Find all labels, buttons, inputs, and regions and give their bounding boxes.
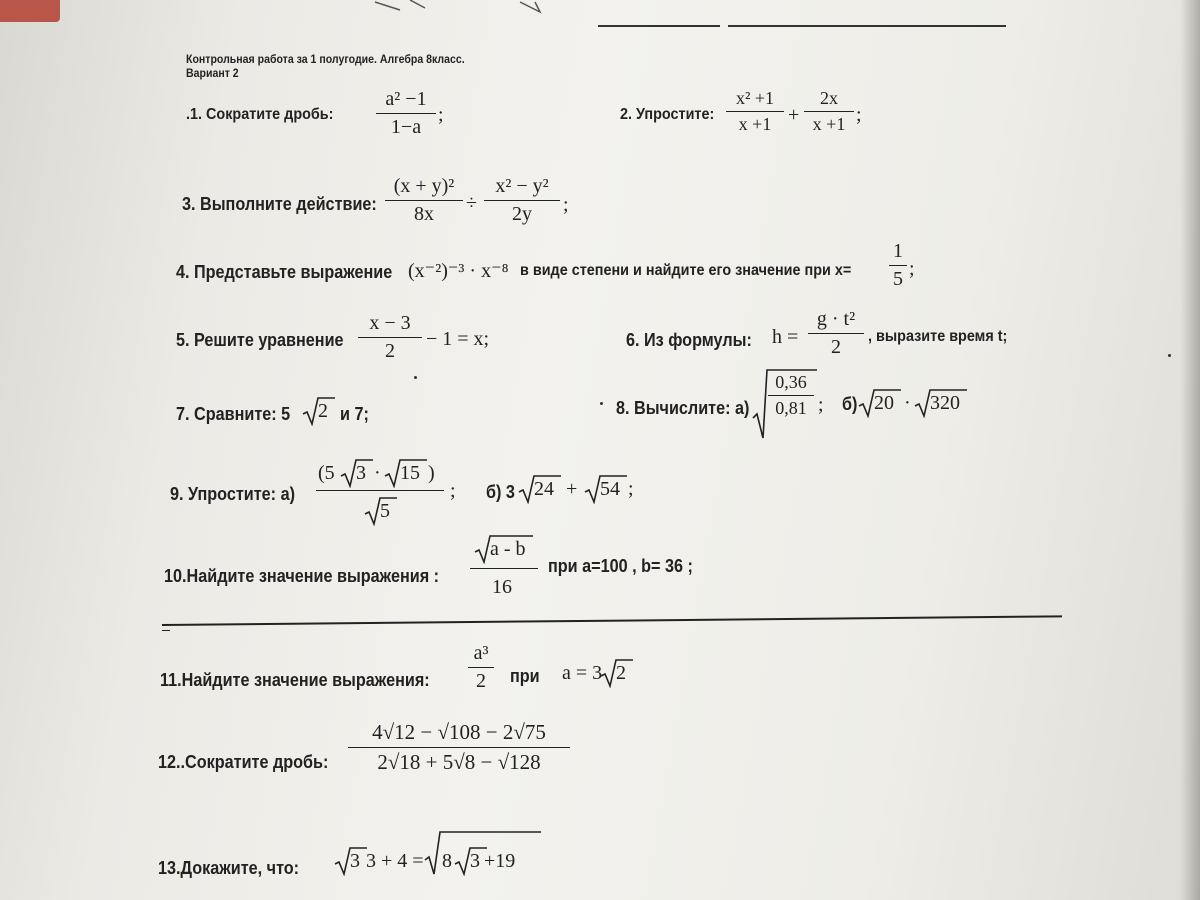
task7-label: 7. Сравните: 5 xyxy=(176,404,291,424)
task9-fraction-bar xyxy=(316,490,444,491)
task6-num: g · t² xyxy=(816,308,856,330)
task5-den: 2 xyxy=(385,340,395,362)
task2-den1: x +1 xyxy=(738,114,772,134)
task3-den2: 2y xyxy=(512,203,532,225)
task2-label: 2. Упростите: xyxy=(620,106,715,123)
task8-label: 8. Вычислите: а) xyxy=(616,398,750,418)
task11-fraction xyxy=(468,642,494,693)
task10-fraction-bar xyxy=(470,568,538,569)
task6-label: 6. Из формулы: xyxy=(626,330,752,350)
task10-den: 16 xyxy=(492,576,512,598)
fraction-bar xyxy=(348,747,570,748)
task3-den1: 8x xyxy=(414,203,434,225)
task4-expression: (x⁻²)⁻³ · x⁻⁸ xyxy=(408,260,509,282)
task2-den2: x +1 xyxy=(812,114,846,134)
divider-mark xyxy=(162,630,170,631)
task3-end: ; xyxy=(563,194,569,216)
task2-fraction-2 xyxy=(804,88,854,135)
task13-inner-rest: +19 xyxy=(484,850,516,872)
task7-radicand: 2 xyxy=(318,400,328,422)
task11-a: a = 3 xyxy=(562,662,603,684)
fraction-bar xyxy=(484,200,560,201)
task11-label: 11.Найдите значение выражения: xyxy=(160,670,430,690)
task4-text: в виде степени и найдите его значение при x= xyxy=(520,262,852,279)
task5-label: 5. Решите уравнение xyxy=(176,330,344,350)
task1-end: ; xyxy=(438,104,444,126)
task8-radicand-1: 20 xyxy=(874,392,894,414)
pen-scribble xyxy=(370,0,570,20)
task8-separator: ; xyxy=(818,394,824,416)
task9-part-b: б) 3 xyxy=(486,482,515,502)
task9-close: ) xyxy=(428,462,435,484)
task6-den: 2 xyxy=(831,336,841,358)
task2-fraction-1 xyxy=(726,88,784,135)
task9-plus: + xyxy=(566,478,578,500)
header-variant: Вариант 2 xyxy=(186,66,239,80)
task2-plus: + xyxy=(788,104,800,126)
task8-fraction xyxy=(768,372,814,419)
task3-fraction-2 xyxy=(484,175,560,226)
task10-label: 10.Найдите значение выражения : xyxy=(164,566,440,586)
task11-den: 2 xyxy=(476,670,486,692)
task6-h: h = xyxy=(772,326,799,348)
task12-label: 12..Сократите дробь: xyxy=(158,752,329,772)
task6-fraction xyxy=(808,308,864,359)
task9-den-radicand: 5 xyxy=(380,500,390,522)
task10-num: a - b xyxy=(490,538,526,560)
task4-num: 1 xyxy=(893,240,903,262)
task1-den: 1−a xyxy=(390,116,422,138)
task9-mid-dot: · xyxy=(374,462,381,484)
fraction-bar xyxy=(889,265,907,266)
task11-pri: при xyxy=(510,666,540,686)
pen-dot xyxy=(1168,354,1171,357)
task10-text: при a=100 , b= 36 ; xyxy=(548,556,693,576)
task2-end: ; xyxy=(856,104,862,126)
task3-num2: x² − y² xyxy=(495,175,549,197)
task3-fraction-1 xyxy=(385,175,463,226)
task4-fraction xyxy=(889,240,907,291)
section-divider xyxy=(162,615,1062,626)
task11-num: a³ xyxy=(473,642,489,664)
fraction-bar xyxy=(726,111,784,112)
paper-shadow xyxy=(1180,0,1200,900)
task12-den: 2√18 + 5√8 − √128 xyxy=(377,750,541,774)
task9-radicand-15: 15 xyxy=(400,462,420,484)
fraction-bar xyxy=(804,111,854,112)
fraction-bar xyxy=(358,337,422,338)
task13-lhs: 3 + 4 = xyxy=(366,850,424,872)
task12-fraction xyxy=(348,720,570,775)
task6-text: , выразите время t; xyxy=(868,328,1008,345)
task1-fraction xyxy=(376,88,436,139)
blank-line-1 xyxy=(598,25,720,27)
task1-label: .1. Сократите дробь: xyxy=(186,106,334,123)
fraction-bar xyxy=(768,395,814,396)
task8-den: 0,81 xyxy=(775,398,807,418)
task13-radicand-lhs: 3 xyxy=(350,850,360,872)
task2-num1: x² +1 xyxy=(735,88,775,108)
task9-end: ; xyxy=(628,478,634,500)
task3-label: 3. Выполните действие: xyxy=(182,194,377,214)
desk-corner xyxy=(0,0,60,22)
task4-label: 4. Представьте выражение xyxy=(176,262,393,282)
task8-radicand-2: 320 xyxy=(930,392,960,414)
task7-text: и 7; xyxy=(340,404,369,424)
fraction-bar xyxy=(385,200,463,201)
fraction-bar xyxy=(808,333,864,334)
task3-num1: (x + y)² xyxy=(393,175,455,197)
task11-radicand: 2 xyxy=(616,662,626,684)
task2-num2: 2x xyxy=(820,88,838,108)
task9-radicand-54: 54 xyxy=(600,478,620,500)
task5-fraction xyxy=(358,312,422,363)
task9-open: (5 xyxy=(318,462,335,484)
pen-dot xyxy=(414,376,417,379)
task4-den: 5 xyxy=(893,268,903,290)
task13-inner-radicand: 3 xyxy=(470,850,480,872)
task1-num: a² −1 xyxy=(385,88,427,110)
header-title: Контрольная работа за 1 полугодие. Алгебра 8класс. xyxy=(186,52,465,66)
task9-label: 9. Упростите: а) xyxy=(170,484,295,504)
blank-line-2 xyxy=(728,25,1006,27)
fraction-bar xyxy=(468,667,494,668)
task13-label: 13.Докажите, что: xyxy=(158,858,300,878)
task5-num: x − 3 xyxy=(369,312,411,334)
task13-inner-8: 8 xyxy=(442,850,452,872)
task8-part-b: б) xyxy=(842,394,858,414)
task12-num: 4√12 − √108 − 2√75 xyxy=(372,720,546,744)
task3-divide: ÷ xyxy=(466,192,477,214)
task9-separator: ; xyxy=(450,480,456,502)
task9-radicand-24: 24 xyxy=(534,478,554,500)
task9-radicand-3: 3 xyxy=(356,462,366,484)
task5-rest: − 1 = x; xyxy=(426,328,490,350)
task4-end: ; xyxy=(909,258,915,280)
task8-dot: · xyxy=(904,392,911,414)
fraction-bar xyxy=(376,113,436,114)
pen-dot xyxy=(600,402,603,405)
task8-num: 0,36 xyxy=(775,372,807,392)
